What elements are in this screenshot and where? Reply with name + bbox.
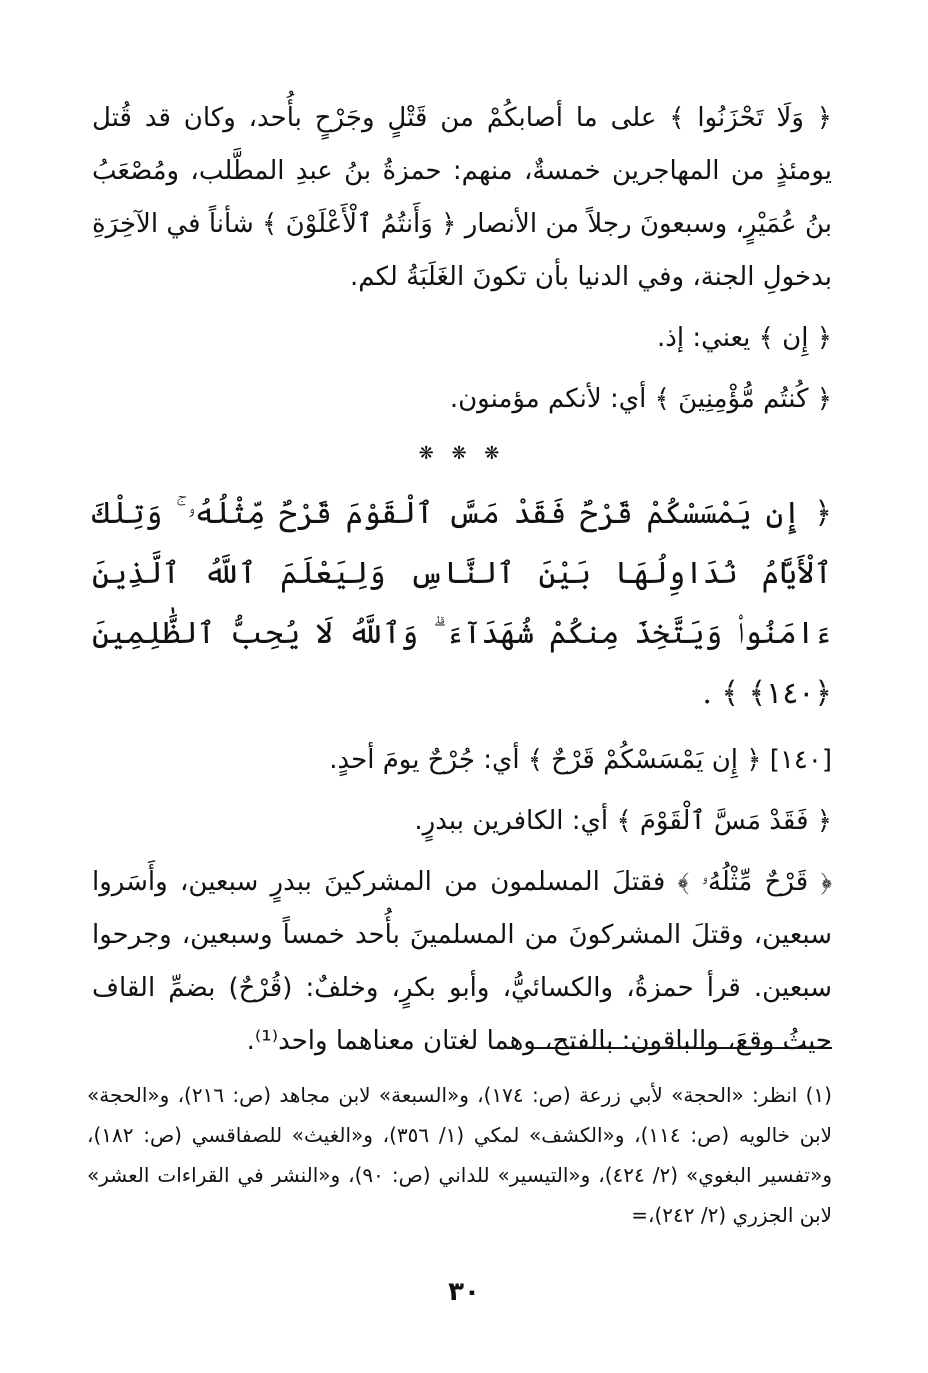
footnote-item: (١) انظر: «الحجة» لأبي زرعة (ص: ١٧٤)، و«السبعة» لابن مجاهد (ص: ٢١٦)، و«الحجة» لابن خالويه (ص: ١١٤)، و«الكشف» لمكي (١/ ٣٥٦)، و«الغيث» للصفاقسي (ص: ١٨٢)، و«تفسير البغوي» (٢/ ٤٢٤)، و«التيسير» للداني (ص: ٩٠)، و«النشر في القراءات العشر» لابن الجزري (٢/ ٢٤٢)،=: [87, 1083, 832, 1227]
page-number: ٣٠: [448, 1277, 480, 1307]
section-separator: ❋ ❋ ❋: [418, 443, 506, 464]
commentary-line: ﴿ فَقَدْ مَسَّ ٱلْقَوْمَ ﴾ أي: الكافرين ببدرٍ.: [414, 806, 832, 836]
main-text: [92, 92, 832, 1068]
commentary-line: [١٤٠] ﴿ إِن يَمْسَسْكُمْ قَرْحٌ ﴾ أي: جُرْحٌ يومَ أحدٍ.: [329, 745, 832, 775]
quran-verse: ﴿ إِن يَمْسَسْكُمْ قَرْحٌ فَقَدْ مَسَّ ٱلْقَوْمَ قَرْحٌ مِّثْلُهُۥ ۚ وَتِلْكَ ٱلْأَيَّامُ نُدَاوِلُهَا بَيْنَ ٱلنَّاسِ وَلِيَعْلَمَ ٱللَّهُ ٱلَّذِينَ ءَامَنُوا۟ وَيَتَّخِذَ مِنكُمْ شُهَدَآءَ ۗ وَٱللَّهُ لَا يُحِبُّ ٱلظَّٰلِمِينَ ﴿١٤٠﴾ ﴾ .: [92, 496, 832, 711]
footnote-divider: [532, 1047, 832, 1049]
commentary-line: ﴿ إِن ﴾ يعني: إذ.: [657, 323, 832, 353]
commentary-line: ﴿ كُنتُم مُّؤْمِنِينَ ﴾ أي: لأنكم مؤمنون.: [449, 384, 832, 414]
commentary-paragraph: ﴿ قَرْحٌ مِّثْلُهُۥ ﴾ فقتلَ المسلمون من المشركينَ ببدرٍ سبعين، وأَسَروا سبعين، وقتلَ المشركونَ من المسلمينَ بأُحد خمساً وسبعين، وجرحوا سبعين. قرأ حمزةُ، والكسائيُّ، وأبو بكرٍ، وخلفٌ: (قُرْحٌ) بضمِّ القاف حيثُ وقعَ، والباقون: بالفتح، وهما لغتان معناهما واحد⁽¹⁾.: [92, 867, 832, 1056]
commentary-paragraph: ﴿ وَلَا تَحْزَنُوا ﴾ على ما أصابكُمْ من قَتْلٍ وجَرْحٍ بأُحد، وكان قد قُتل يومئذٍ من المهاجرين خمسةٌ، منهم: حمزةُ بنُ عبدِ المطَّلب، ومُصْعَبُ بنُ عُمَيْرٍ، وسبعونَ رجلاً من الأنصار ﴿ وَأَنتُمُ ٱلْأَعْلَوْنَ ﴾ شأناً في الآخِرَةِ بدخولِ الجنة، وفي الدنيا بأن تكونَ الغَلَبَةُ لكم.: [92, 103, 832, 292]
footnotes: [87, 1075, 832, 1235]
